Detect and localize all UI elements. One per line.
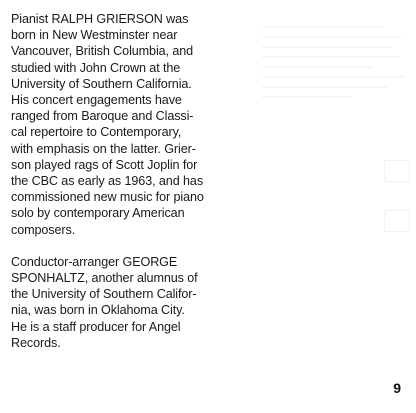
text-line: studied with John Crown at the — [11, 60, 181, 75]
text-line: born in New Westminster near — [11, 28, 178, 43]
text-column — [11, 11, 261, 367]
text-line: SPONHALTZ, another alumnus of — [11, 271, 198, 286]
show-through-box — [384, 160, 410, 182]
text-line: nia, was born in Oklahoma City. — [11, 303, 185, 318]
text-line: with emphasis on the latter. Grier- — [11, 141, 196, 156]
text-line: the University of Southern Califor- — [11, 287, 197, 302]
text-line: University of Southern California. — [11, 76, 192, 91]
text-line: He is a staff producer for Angel — [11, 319, 181, 334]
text-line: His concert engagements have — [11, 93, 182, 108]
paragraph-george-sponhaltz — [11, 254, 261, 351]
text-line: Conductor-arranger GEORGE — [11, 254, 178, 269]
text-line: commissioned new music for piano — [11, 190, 204, 205]
show-through-box — [384, 210, 410, 232]
text-line: composers. — [11, 222, 76, 237]
text-line: the CBC as early as 1963, and has — [11, 174, 204, 189]
text-line: Records. — [11, 335, 61, 350]
text-line: ranged from Baroque and Classi- — [11, 109, 194, 124]
text-line: cal repertoire to Contemporary, — [11, 125, 182, 140]
paragraph-ralph-grierson — [11, 11, 261, 238]
text-line: Vancouver, British Columbia, and — [11, 44, 194, 59]
page-number: 9 — [393, 380, 401, 396]
text-line: solo by contemporary American — [11, 206, 185, 221]
text-line: Pianist RALPH GRIERSON was — [11, 12, 189, 26]
text-line: son played rags of Scott Joplin for — [11, 157, 198, 172]
show-through-background — [262, 18, 410, 106]
